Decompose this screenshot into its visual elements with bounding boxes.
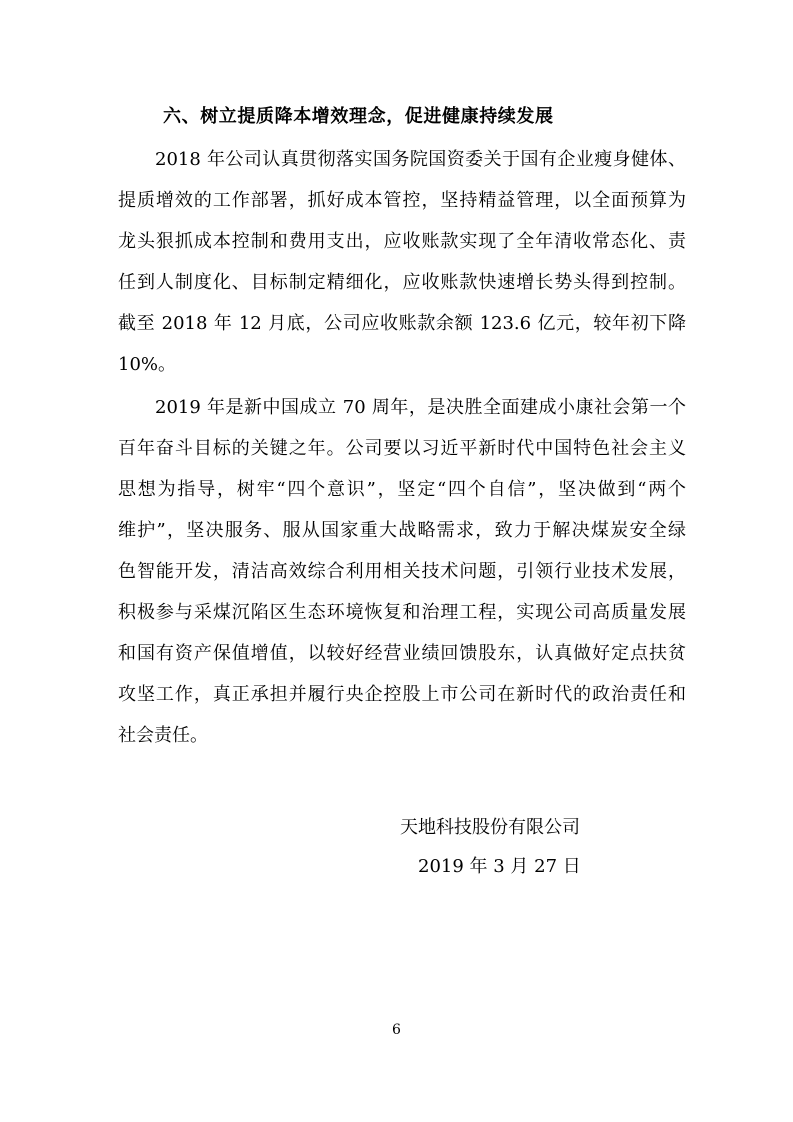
signature-company: 天地科技股份有限公司 [400, 817, 580, 838]
paragraph-2-line: 百年奋斗目标的关键之年。公司要以习近平新时代中国特色社会主义 [118, 438, 686, 459]
signature-date: 2019 年 3 月 27 日 [418, 856, 581, 877]
section-heading: 六、树立提质降本增效理念，促进健康持续发展 [163, 106, 554, 127]
paragraph-1-line: 截至 2018 年 12 月底，公司应收账款余额 123.6 亿元，较年初下降 [118, 313, 686, 334]
paragraph-1-line: 2018 年公司认真贯彻落实国务院国资委关于国有企业瘦身健体、 [155, 149, 686, 170]
paragraph-2-line: 和国有资产保值增值，以较好经营业绩回馈股东，认真做好定点扶贫 [118, 643, 686, 664]
paragraph-2-line: 社会责任。 [118, 725, 208, 746]
page-number: 6 [392, 1022, 401, 1038]
paragraph-1-line: 10%。 [118, 354, 177, 375]
paragraph-2-line: 积极参与采煤沉陷区生态环境恢复和治理工程，实现公司高质量发展 [118, 602, 686, 623]
paragraph-1-line: 龙头狠抓成本控制和费用支出，应收账款实现了全年清收常态化、责 [118, 231, 686, 252]
paragraph-2-line: 色智能开发，清洁高效综合利用相关技术问题，引领行业技术发展， [118, 561, 686, 582]
paragraph-2-line: 2019 年是新中国成立 70 周年，是决胜全面建成小康社会第一个 [155, 397, 686, 418]
paragraph-1-line: 提质增效的工作部署，抓好成本管控，坚持精益管理，以全面预算为 [118, 190, 686, 211]
paragraph-2-line: 思想为指导，树牢“四个意识”，坚定“四个自信”，坚决做到“两个 [118, 479, 686, 500]
paragraph-2-line: 维护”，坚决服务、服从国家重大战略需求，致力于解决煤炭安全绿 [118, 520, 686, 541]
paragraph-2-line: 攻坚工作，真正承担并履行央企控股上市公司在新时代的政治责任和 [118, 684, 686, 705]
paragraph-1-line: 任到人制度化、目标制定精细化，应收账款快速增长势头得到控制。 [118, 272, 686, 293]
